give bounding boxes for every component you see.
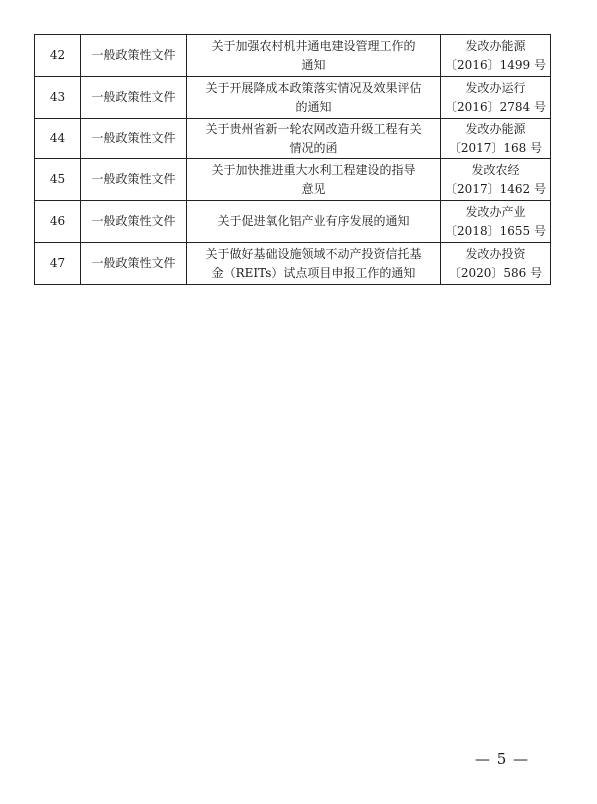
document-category: 一般政策性文件 bbox=[81, 159, 187, 201]
document-category: 一般政策性文件 bbox=[81, 119, 187, 159]
document-reference: 发改办运行 〔2016〕2784 号 bbox=[441, 77, 551, 119]
document-reference: 发改办产业 〔2018〕1655 号 bbox=[441, 201, 551, 243]
row-number: 45 bbox=[35, 159, 81, 201]
row-number: 42 bbox=[35, 35, 81, 77]
row-number: 44 bbox=[35, 119, 81, 159]
document-category: 一般政策性文件 bbox=[81, 35, 187, 77]
table-row bbox=[35, 243, 551, 285]
document-title: 关于做好基础设施领域不动产投资信托基 金（REITs）试点项目申报工作的通知 bbox=[187, 243, 441, 285]
row-number: 43 bbox=[35, 77, 81, 119]
table-row bbox=[35, 77, 551, 119]
document-reference: 发改办能源 〔2016〕1499 号 bbox=[441, 35, 551, 77]
document-category: 一般政策性文件 bbox=[81, 201, 187, 243]
table-row bbox=[35, 201, 551, 243]
document-title: 关于加快推进重大水利工程建设的指导 意见 bbox=[187, 159, 441, 201]
table-row bbox=[35, 159, 551, 201]
document-reference: 发改办能源 〔2017〕168 号 bbox=[441, 119, 551, 159]
document-category: 一般政策性文件 bbox=[81, 77, 187, 119]
row-number: 47 bbox=[35, 243, 81, 285]
document-title: 关于促进氧化铝产业有序发展的通知 bbox=[187, 201, 441, 243]
policy-document-table bbox=[34, 34, 551, 285]
document-title: 关于加强农村机井通电建设管理工作的 通知 bbox=[187, 35, 441, 77]
table-row bbox=[35, 35, 551, 77]
document-title: 关于开展降成本政策落实情况及效果评估 的通知 bbox=[187, 77, 441, 119]
table-row bbox=[35, 119, 551, 159]
document-title: 关于贵州省新一轮农网改造升级工程有关 情况的函 bbox=[187, 119, 441, 159]
document-reference: 发改农经 〔2017〕1462 号 bbox=[441, 159, 551, 201]
document-reference: 发改办投资 〔2020〕586 号 bbox=[441, 243, 551, 285]
row-number: 46 bbox=[35, 201, 81, 243]
document-category: 一般政策性文件 bbox=[81, 243, 187, 285]
page-number: — 5 — bbox=[474, 750, 530, 768]
